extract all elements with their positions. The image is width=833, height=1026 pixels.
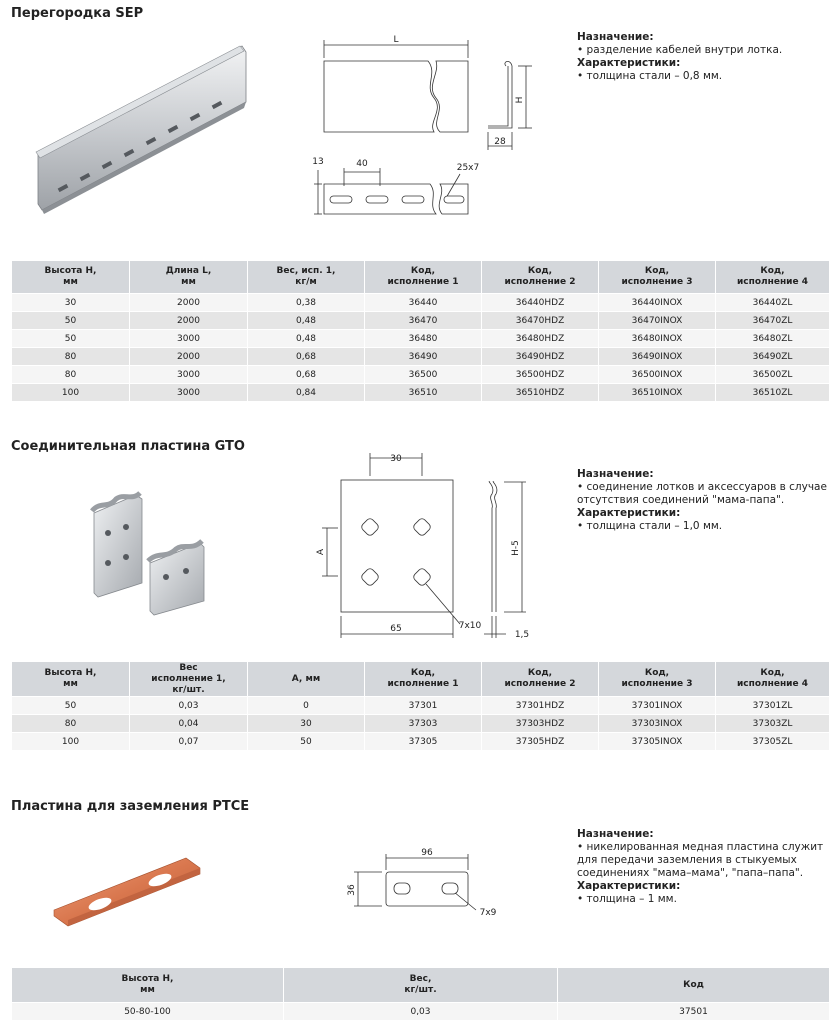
table-cell: 36500INOX [599,366,716,384]
column-header [599,662,716,697]
column-header [599,261,716,294]
dim-thickness: 1,5 [514,630,530,640]
table-cell: 50 [12,312,130,330]
table-cell: 37501 [558,1003,830,1021]
table-cell: 36470HDZ [482,312,599,330]
table-cell: 3000 [130,330,248,348]
purpose-label: Назначение: [577,468,654,480]
dim-36: 36 [347,884,357,896]
table-cell: 37303ZL [716,715,830,733]
specs-text: • толщина стали – 1,0 мм. [577,520,723,532]
column-header-line: Длина L, [165,266,212,276]
table-row [12,348,830,366]
column-header [284,968,558,1003]
ptce-spec-table [11,967,830,1021]
column-header-line: исполнение 1, [151,673,226,684]
column-header [716,662,830,697]
column-header-line: Вес, исп. 1, [276,266,336,276]
table-cell: 36480INOX [599,330,716,348]
table-cell: 3000 [130,384,248,402]
table-row [12,715,830,733]
table-cell: 37301INOX [599,697,716,715]
table-cell: 36500 [365,366,482,384]
table-cell: 80 [12,348,130,366]
table-cell: 37303HDZ [482,715,599,733]
column-header-line: мм [140,985,155,995]
table-cell: 80 [12,715,130,733]
dim-hole: 7x10 [458,621,482,631]
column-header-line: Код, [760,266,785,276]
table-cell: 2000 [130,348,248,366]
ptce-description [577,828,827,906]
table-header-row [12,968,830,1003]
column-header-line: кг/м [295,277,317,287]
dim-H: H [515,96,525,104]
purpose-label: Назначение: [577,31,654,43]
column-header-line: Код, [410,266,436,276]
table-cell: 36440 [365,294,482,312]
table-row [12,294,830,312]
table-cell: 0,48 [248,330,365,348]
dim-L: L [393,35,399,45]
dim-H5: H-5 [511,540,521,556]
table-cell: 36510ZL [716,384,830,402]
column-header-line: A, мм [291,673,321,684]
table-cell: 37305ZL [716,733,830,751]
column-header [130,662,248,697]
column-header-line: Код, [410,668,436,678]
dim-13: 13 [312,157,324,167]
dim-28: 28 [494,137,506,147]
column-header [248,261,365,294]
dim-A: A [316,548,326,556]
table-cell: 0 [248,697,365,715]
table-cell: 50 [248,733,365,751]
table-cell: 2000 [130,294,248,312]
table-cell: 36470ZL [716,312,830,330]
column-header [130,261,248,294]
sep-spec-table [11,260,830,402]
table-cell: 36440INOX [599,294,716,312]
column-header [12,968,284,1003]
column-header-line: исполнение 1 [387,277,459,287]
column-header [365,261,482,294]
sep-product-photo [28,40,253,220]
table-cell: 0,68 [248,348,365,366]
column-header-line: Высота H, [44,266,97,276]
dim-96: 96 [421,848,433,858]
dim-40: 40 [356,159,368,169]
table-cell: 37301HDZ [482,697,599,715]
table-cell: 37301 [365,697,482,715]
dim-hole: 7x9 [479,908,497,918]
table-cell: 36480ZL [716,330,830,348]
table-cell: 36490 [365,348,482,366]
column-header-line: Код, [527,266,553,276]
table-cell: 0,04 [130,715,248,733]
table-cell: 36440HDZ [482,294,599,312]
table-cell: 36500ZL [716,366,830,384]
dim-30: 30 [390,454,402,464]
column-header-line: Вес, [409,974,432,984]
column-header-line: Код, [527,668,553,678]
table-cell: 0,84 [248,384,365,402]
column-header-line: исполнение 4 [737,679,808,689]
table-cell: 0,48 [248,312,365,330]
specs-text: • толщина – 1 мм. [577,893,677,905]
table-cell: 2000 [130,312,248,330]
table-row [12,733,830,751]
table-cell: 37301ZL [716,697,830,715]
table-cell: 50 [12,697,130,715]
column-header-line: мм [63,679,78,689]
table-header-row [12,662,830,697]
table-cell: 36510 [365,384,482,402]
table-cell: 0,03 [130,697,248,715]
column-header [558,968,830,1003]
table-row [12,697,830,715]
table-cell: 36490INOX [599,348,716,366]
column-header-line: исполнение 4 [737,277,808,287]
purpose-text: • никелированная медная пластина служит для передачи заземления в стыкуемых соединениях "мама–мама", "папа–папа". [577,841,824,879]
column-header-line: Код, [760,668,785,678]
sep-description [577,31,827,83]
table-cell: 37305HDZ [482,733,599,751]
table-cell: 100 [12,384,130,402]
table-cell: 50-80-100 [12,1003,284,1021]
table-cell: 3000 [130,366,248,384]
table-cell: 36510INOX [599,384,716,402]
ptce-technical-drawing [330,840,510,925]
dim-slot: 25x7 [456,163,480,173]
table-cell: 37303 [365,715,482,733]
table-cell: 36440ZL [716,294,830,312]
gto-description [577,468,827,533]
table-cell: 36470 [365,312,482,330]
column-header-line: кг/шт. [404,985,437,995]
table-cell: 0,38 [248,294,365,312]
column-header-line: исполнение 2 [504,277,576,287]
column-header [716,261,830,294]
purpose-label: Назначение: [577,828,654,840]
column-header [365,662,482,697]
specs-label: Характеристики: [577,57,681,69]
column-header-line: мм [63,277,78,287]
table-cell: 36470INOX [599,312,716,330]
table-cell: 37305INOX [599,733,716,751]
table-cell: 30 [12,294,130,312]
gto-spec-table [11,661,830,751]
table-cell: 37303INOX [599,715,716,733]
table-cell: 36510HDZ [482,384,599,402]
column-header-line: исполнение 3 [621,679,693,689]
table-cell: 36490ZL [716,348,830,366]
column-header-line: Вес [179,662,198,673]
specs-label: Характеристики: [577,880,681,892]
table-cell: 0,68 [248,366,365,384]
gto-product-photo [80,485,210,620]
column-header-line: мм [181,277,196,287]
table-cell: 50 [12,330,130,348]
table-cell: 36480HDZ [482,330,599,348]
purpose-text: • разделение кабелей внутри лотка. [577,44,783,56]
table-row [12,312,830,330]
table-cell: 36490HDZ [482,348,599,366]
table-row [12,384,830,402]
column-header-line: исполнение 2 [504,679,576,689]
table-cell: 100 [12,733,130,751]
specs-label: Характеристики: [577,507,681,519]
column-header [482,261,599,294]
table-row [12,330,830,348]
column-header-line: кг/шт. [172,684,205,695]
column-header [12,662,130,697]
table-row [12,1003,830,1021]
gto-technical-drawing [300,448,550,648]
table-cell: 80 [12,366,130,384]
table-cell: 0,03 [284,1003,558,1021]
section-title-ptce: Пластина для заземления PTCE [11,799,250,814]
ptce-product-photo [50,852,205,932]
purpose-text: • соединение лотков и аксессуаров в случае отсутствия соединений "мама-папа". [577,481,827,506]
table-cell: 36480 [365,330,482,348]
sep-technical-drawing [300,28,560,228]
table-cell: 36500HDZ [482,366,599,384]
table-cell: 0,07 [130,733,248,751]
section-title-sep: Перегородка SEP [11,6,144,21]
specs-text: • толщина стали – 0,8 мм. [577,70,723,82]
column-header-line: Код, [644,266,670,276]
section-title-gto: Соединительная пластина GTO [11,439,245,454]
table-cell: 30 [248,715,365,733]
column-header [12,261,130,294]
table-cell: 37305 [365,733,482,751]
table-header-row [12,261,830,294]
column-header-line: исполнение 1 [387,679,459,689]
column-header [482,662,599,697]
column-header-line: исполнение 3 [621,277,693,287]
column-header-line: Высота H, [121,974,174,984]
column-header [248,662,365,697]
column-header-line: Высота H, [44,668,97,678]
table-row [12,366,830,384]
column-header-line: Код [683,979,704,990]
column-header-line: Код, [644,668,670,678]
dim-65: 65 [390,624,402,634]
